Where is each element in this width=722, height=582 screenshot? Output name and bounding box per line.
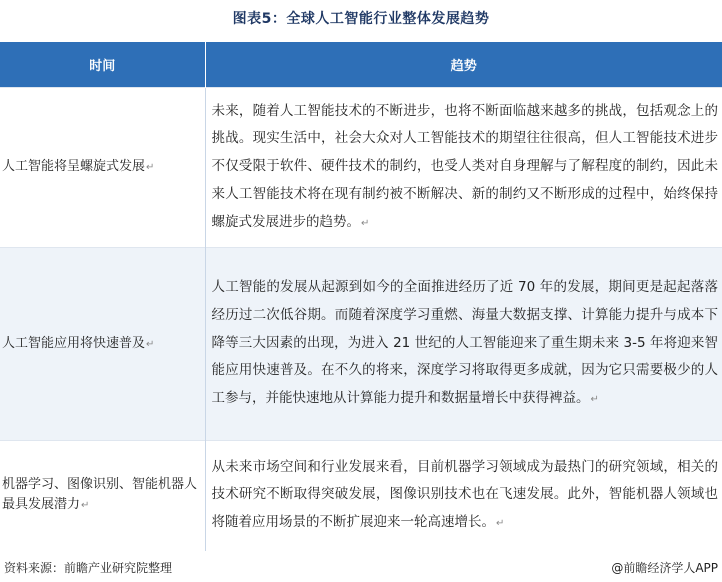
table-row <box>0 88 722 248</box>
header-trend: 趋势 <box>205 42 722 88</box>
brand-credit: @前瞻经济学人APP <box>611 561 718 575</box>
row-text: 人工智能的发展从起源到如今的全面推进经历了近 70 年的发展，期间更是起起落落经历过二次低谷期。而随着深度学习重燃、海量大数据支撑、计算能力提升与成本下降等三大因素的出现，为进入 21 世纪的人工智能迎来了重生期未来 3-5 年将迎来智能应用快速普及。在不久的将来，深度学习将取得更多成就，因为它只需要极少的人工参与，并能快速地从计算能力提升和数据量增长中获得裨益。 <box>211 279 718 407</box>
table-row <box>0 248 722 441</box>
paragraph-mark-icon: ↵ <box>146 338 155 350</box>
table-row <box>0 441 722 551</box>
figure-title: 图表5：全球人工智能行业整体发展趋势 <box>232 11 490 27</box>
header-time: 时间 <box>0 42 205 88</box>
row-text: 未来，随着人工智能技术的不断进步，也将不断面临越来越多的挑战，包括观念上的挑战。现实生活中，社会大众对人工智能技术的期望往往很高，但人工智能技术进步不仅受限于软件、硬件技术的制约，也受人类对自身理解与了解程度的制约，因此未来人工智能技术将在现有制约被不断解决、新的制约又不断形成的过程中，始终保持螺旋式发展进步的趋势。 <box>211 102 718 230</box>
row-text: 从未来市场空间和行业发展来看，目前机器学习领域成为最热门的研究领域，相关的技术研究不断取得突破发展，图像识别技术也在飞速发展。此外，智能机器人领域也将随着应用场景的不断扩展迎来一轮高速增长。 <box>211 458 718 531</box>
row-label-cell <box>0 441 205 551</box>
paragraph-mark-icon: ↵ <box>590 394 599 406</box>
paragraph-mark-icon: ↵ <box>361 217 370 229</box>
row-label: 人工智能将呈螺旋式发展 <box>2 159 146 174</box>
paragraph-mark-icon: ↵ <box>146 162 155 173</box>
source-note: 资料来源：前瞻产业研究院整理 <box>4 561 173 575</box>
row-text-cell <box>205 88 722 248</box>
row-label-cell <box>0 88 205 248</box>
row-text-cell <box>205 441 722 551</box>
row-label: 机器学习、图像识别、智能机器人最具发展潜力 <box>2 477 198 513</box>
table-header-row <box>0 42 722 88</box>
row-label-cell <box>0 248 205 441</box>
trend-table <box>0 42 722 551</box>
row-label: 人工智能应用将快速普及 <box>2 335 146 351</box>
paragraph-mark-icon: ↵ <box>81 500 90 512</box>
footer <box>0 557 722 579</box>
paragraph-mark-icon: ↵ <box>496 518 505 530</box>
row-text-cell <box>205 248 722 441</box>
